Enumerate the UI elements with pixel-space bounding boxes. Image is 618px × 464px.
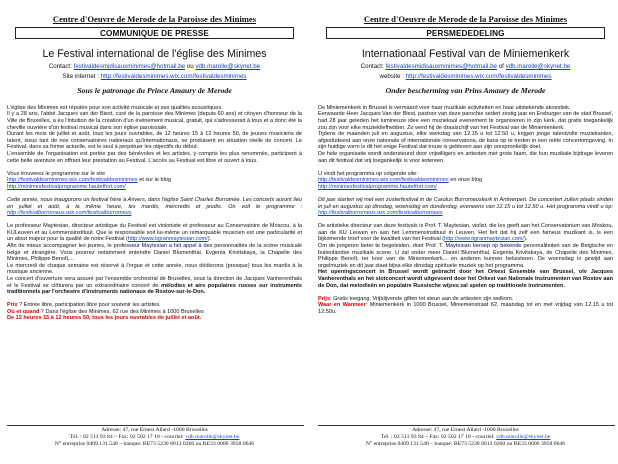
- italic-text: Dit jaar starten wij met een zusterfestival in de Carolus Borromeuskerk in Antwerpen. De concerten zullen plaats vinden in juli en augustus op dinsdag, woensdag en donderdag, eveneens van 12.15 u tot 12.50 u. Het programma vindt u op:: [318, 196, 613, 210]
- document-type-box: PERSMEDEDELING: [326, 27, 605, 39]
- location-line: [318, 302, 613, 315]
- italic-paragraph: [7, 197, 302, 217]
- schedule-line: De 12 heures 15 à 12 heures 50, tous les jours ouvrables de juillet et août.: [7, 315, 202, 322]
- website-line: [3, 73, 306, 80]
- footer: [314, 427, 617, 447]
- contact-line: [314, 63, 617, 70]
- footer-divider: [7, 425, 304, 426]
- paragraph: Om de jongeren beter te begeleiden, doet Prof. T. Maytesian beroep op bekende personaliteiten van de Belgische en buitenlandse muzikale scene. U zal onder meer Daniël Blumenthal, Evgenia Krivitskaya, de Chapelle des Minimes, Philippe Benoît, ter koor van de Miniemenkerk... en anderen kunnen beluisteren. De woensdag is gewijd aan orgelmuziek en dit jaar staat bijna elke dinsdag spirituele muziek op het programma.: [318, 243, 613, 269]
- paragraph-end: .: [209, 236, 212, 243]
- contact-separator: ou: [185, 63, 196, 70]
- paragraph: Eerwaarde Heer Jacques Van der Biest, pastoor van deze parochie sedert zestig jaar en Ereburger van de stad Brussel, had 28 jaar geleden het lumineuze idee een muziekaal evenement te organiseren in zijn kerk, dat gratis toegankelijk zou zijn voor elke muziekliefhebber. Zo werd hij de draaischijf van het Festival van de Miniemenkerk.: [318, 111, 613, 131]
- paragraph: De hele organisatie wordt ondersteund door vrijwilligers en artiesten met grote faam, die hun muzikale bijdrage leveren aan dit festival dat vrij toegankelijk is voor iedereen.: [318, 150, 613, 164]
- paragraph: Le professeur Maytesian, directeur artistique du Festival est violoniste et professeur au Conservatoire de Moscou, à la KULeuven et au Lemmensinstituut. Que le responsable soit lui-même un remarquable musicien est une particularité et un atout majeur pour la qualité de notre Festival (http://www.tigranmaytesian.com/).: [7, 223, 302, 243]
- body-text: [318, 105, 613, 316]
- footer-email-link[interactable]: vdb.marolle@skynet.be: [496, 433, 551, 440]
- paragraph-bold-text: mélodies et airs populaires russes sur instruments traditionnels par l'orchestre d'instruments nationaux de Rostov-sur-le-Don.: [7, 282, 302, 296]
- paragraph: Afin de mieux accompagner les jeunes, le professeur Maytesian a fait appel à des personnalités de la scène musicale belge et étrangère. Vous pourrez notamment entendre Daniel Blumenthal, Evgenia Krivitskaya, la Chapelle des Minimes, Philippe Benoît,...: [7, 243, 302, 263]
- website-line: [314, 73, 617, 80]
- location-label: Waar en Wanneer: [318, 302, 366, 309]
- footer-phone-text: Tél. : 02 511 93 84 – Fax: 02 502 17 10 - courriel:: [69, 433, 186, 440]
- paragraph: Il y a 28 ans, l'abbé Jacques van der Biest, curé de la paroisse des Minimes (depuis 60 ans) et citoyen d'honneur de la Ville de Bruxelles, a eu l'intuition de la création d'un événement musical, gratuit, qui s'adresserait à tous et a donc été la cheville ouvrière d'un festival musical dans son église paroissiale.: [7, 111, 302, 131]
- italic-paragraph: [318, 197, 613, 217]
- document-type-box: COMMUNIQUE DE PRESSE: [15, 27, 294, 39]
- blog-link[interactable]: http://minimesfestivalprogramme.hautetfort.com/: [7, 183, 126, 190]
- body-text: [7, 105, 302, 322]
- footer-divider: [318, 425, 615, 426]
- paragraph: [7, 276, 302, 296]
- paragraph-end: .: [525, 236, 528, 243]
- patronage-line: Onder bescherming van Prins Amaury de Merode: [385, 85, 546, 95]
- press-release-dutch: [314, 0, 617, 464]
- price-text: ? Entrée libre, participation libre pour soutenir les artistes.: [17, 302, 161, 309]
- paragraph-text: Le professeur Maytesian, directeur artistique du Festival est violoniste et professeur au Conservatoire de Moscou, à la KULeuven et au Lemmensinstituut. Que le responsable soit lui-même un remarquable musicien est une particularité et un atout majeur pour la qualité de notre Festival: [7, 223, 302, 243]
- footer-address: Adresse: 47, rue Ernest Allard -1000 Bruxelles: [412, 427, 519, 433]
- document-title: Internationaal Festival van de Miniemenkerk: [361, 48, 570, 60]
- program-label: U vindt het programma op volgende site:: [318, 170, 418, 177]
- paragraph-text: Le concert d'ouverture sera assuré par l'ensemble orchestral de Bruxelles, sous la direction de Jacques Vanherenthals et le Festival se clôturera par un extraordinaire concert de: [7, 275, 302, 289]
- paragraph-text: De artistieke directeur van deze festivals is Prof. T. Maytesian, violist, die les geeft aan het Conservatorium van Moskou, aan de KU Leuven en aan het Lemmensinstituut in Leuven. Het feit dat hij zelf een fameus muzikant is, is een bijkomende troef voor de kwaliteit van het Festival: [318, 223, 613, 243]
- price-label: Prijs: [318, 295, 331, 302]
- contact-separator: of: [496, 63, 506, 70]
- contact-email-link[interactable]: festivaldesmidisauxminimes@hotmail.be: [385, 63, 497, 70]
- program-link[interactable]: http://festivaldesminimes.wix.com/festivaldesminimes: [7, 177, 138, 184]
- website-label: Site internet :: [62, 73, 99, 81]
- paragraph: Le mercredi de chaque semaine est réservé à l'orgue et cette année, nous dédierons (presque) tous les mardis à la musique ancienne.: [7, 262, 302, 276]
- footer-bank: N° entreprise 0409.131.548 – banque: BE73 5230 8013 0260 ou BE33 0000 3958 0646: [54, 440, 255, 447]
- price-line: [318, 296, 613, 303]
- italic-text: Cette année, nous inaugurons un festival frère à Anvers, dans l'église Saint Charles Borromée. Les concerts auront lieu en juillet et août, à la même heure, les mardis, mercredis et jeudis. On voit le programme :: [7, 196, 302, 210]
- paragraph: De Miniemenkerk in Brussel is vermaard voor haar muzikale activiteiten en haar uitstekende akoestiek.: [318, 104, 571, 111]
- footer: [3, 427, 306, 447]
- contact-line: [3, 63, 306, 70]
- program-label: Vous trouverez le programme sur le site: [7, 170, 106, 177]
- paragraph: Tijdens de maanden juli en augustus, elke werkdag van 12.15 u tot 12.50 u, krijgen jonge talentvolle muziekanten, afgestudeerd aan onze nationale of internationale conservatoria, de kans op te treden in een reële concertomgeving. In zijn huidige vorm is dit het enige Festival dat trouw is gebleven aan zijn oorspronkelijk doel.: [318, 131, 613, 151]
- location-label: Où et quand: [7, 308, 40, 315]
- price-text: : Gratis toegang. Vrijblijvende giften tot steun aan de artiesten zijn welkom.: [330, 295, 514, 302]
- paragraph: L'ensemble de l'organisation est portée par des bénévoles et les artistes, y compris les plus renommés, participent à cette belle aventure en offrant leur prestation au Festival. L'accès au Festival est libre et ouvert à tous.: [7, 150, 302, 164]
- footer-bank: N° entreprise 0409.131.548 – banque: BE73 5230 8013 0260 ou BE33 0000 3958 0646: [365, 440, 566, 447]
- program-separator: et sur le blog: [137, 177, 172, 184]
- footer-address: Adresse: 47, rue Ernest Allard -1000 Bruxelles: [101, 427, 208, 433]
- price-line: [7, 302, 302, 309]
- footer-email-link[interactable]: vdb.marolle@skynet.be: [185, 433, 240, 440]
- paragraph: Het openingsconcert in Brussel wordt gebracht door het Orkest Ensemble van Brussel, olv Jacques Vanherenthals en het slotconcert wordt uitgevoerd door het Orkest van Nationale Instrumenten van Rostov aan de Don, dat melodieën en populaire Russische wijzes zal spelen op traditionele instrumenten.: [318, 269, 613, 289]
- press-release-french: [3, 0, 306, 464]
- paragraph: L'église des Minimes est réputée pour son activité musicale et ses qualités acoustiques.: [7, 104, 223, 111]
- website-link[interactable]: http://festivaldesminimes.wix.com/festivaldesminimes: [405, 73, 552, 81]
- location-text: ? Dans l'église des Minimes, 62 rue des Minimes à 1000 Bruxelles: [39, 308, 204, 315]
- website-label: website :: [379, 73, 404, 81]
- document-title: Le Festival international de l'église des Minimes: [42, 48, 267, 60]
- patronage-line: Sous le patronage du Prince Amaury de Merode: [77, 85, 232, 95]
- website-link[interactable]: http://festivaldesminimes.wix.com/festivaldesminimes: [100, 73, 247, 81]
- program-separator: en onze blog: [448, 177, 483, 184]
- footer-phone-text: Tél. : 02 511 93 84 – Fax: 02 502 17 10 - courriel:: [380, 433, 497, 440]
- contact-label: Contact:: [48, 63, 72, 70]
- maytesian-link[interactable]: http://www.tigranmaytesian.com/: [127, 236, 208, 243]
- footer-phone: [314, 434, 617, 441]
- footer-phone: [3, 434, 306, 441]
- antwerp-festival-link[interactable]: http://festivalborromeus.wix.com/festivalborromeus: [7, 210, 132, 217]
- paragraph: Durant les mois de juillet et août, tous les jours ouvrables, de 12 heures 15 à 12 heures 50, de jeunes musiciens de talent, issus tant de nos conservatoires nationaux qu'internationaux, se produisent en situation réelle de concert. Le Festival, dans sa forme actuelle, est le seul à perpétuer les objectifs du début.: [7, 131, 302, 151]
- contact-label: Contact:: [360, 63, 384, 70]
- antwerp-festival-link[interactable]: http://festivalborromeus.wix.com/festivalborromeus: [318, 210, 443, 217]
- location-line: [7, 309, 302, 316]
- program-paragraph: [318, 171, 613, 191]
- contact-email-link-2[interactable]: vdb.marolle@skynet.be: [505, 63, 571, 70]
- paragraph: De artistieke directeur van deze festivals is Prof. T. Maytesian, violist, die les geeft aan het Conservatorium van Moskou, aan de KU Leuven en aan het Lemmensinstituut in Leuven. Het feit dat hij zelf een fameus muzikant is, is een bijkomende troef voor de kwaliteit van het Festival (http://www.tigranmaytesian.com/).: [318, 223, 613, 243]
- price-label: Prix: [7, 302, 18, 309]
- organization-heading: Centre d'Oeuvre de Merode de la Paroisse des Minimes: [52, 14, 257, 24]
- contact-email-link-2[interactable]: vdb.marolle@skynet.be: [195, 63, 261, 70]
- blog-link[interactable]: http://minimesfestivalprogramme.hautetfort.com/: [318, 183, 437, 190]
- program-link[interactable]: http://festivaldesminimes.wix.com/festivaldesminimes: [318, 177, 449, 184]
- location-text: : Miniemenkerk in 1000 Brussel, Miniemenstraat 62, maandag tot en met vrijdag van 12.15 u tot 12.50u.: [318, 302, 613, 315]
- organization-heading: Centre d'Oeuvre de Merode de la Paroisse des Minimes: [363, 14, 568, 24]
- program-paragraph: [7, 171, 302, 191]
- contact-email-link[interactable]: festivaldesmidisauxminimes@hotmail.be: [73, 63, 186, 70]
- maytesian-link[interactable]: http://www.tigranmaytesian.com/: [444, 236, 524, 243]
